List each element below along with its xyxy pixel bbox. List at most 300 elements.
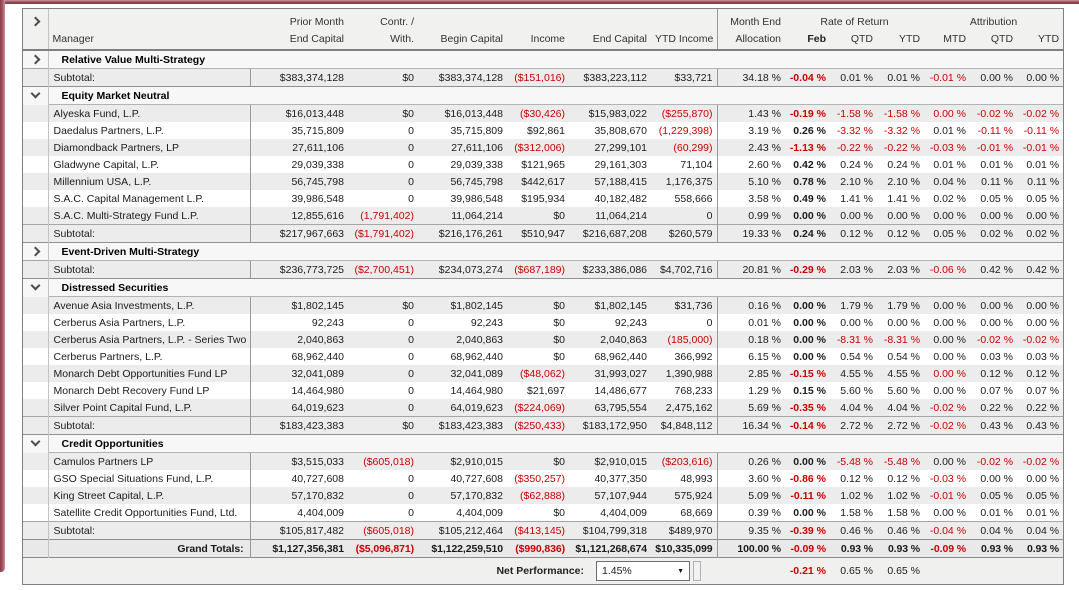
fund-value-cell: -1.58 % xyxy=(830,105,877,123)
fund-value-cell: 0 xyxy=(348,470,418,487)
fund-value-cell: 0.00 % xyxy=(1017,207,1063,225)
manager-cell: Millennium USA, L.P. xyxy=(48,173,250,190)
manager-cell: S.A.C. Capital Management L.P. xyxy=(48,190,250,207)
row-expand-spacer xyxy=(23,297,48,315)
row-expand-spacer xyxy=(23,156,48,173)
table-row[interactable] xyxy=(23,470,1063,487)
fund-value-cell: 40,377,350 xyxy=(569,470,651,487)
fund-value-cell: 56,745,798 xyxy=(418,173,507,190)
subtotal-value-cell: $383,374,128 xyxy=(250,69,348,87)
subtotal-value-cell: 2.03 % xyxy=(877,261,924,279)
row-expand-spacer xyxy=(23,470,48,487)
header-begin-capital: Begin Capital xyxy=(418,29,507,50)
fund-value-cell: $1,802,145 xyxy=(418,297,507,315)
fund-value-cell: 0 xyxy=(348,139,418,156)
header-manager-spacer xyxy=(48,9,250,29)
row-expand-spacer xyxy=(23,487,48,504)
fund-value-cell: 63,795,554 xyxy=(569,399,651,417)
fund-value-cell: 2.43 % xyxy=(717,139,785,156)
chevron-down-icon[interactable] xyxy=(30,88,40,98)
fund-value-cell: 2,040,863 xyxy=(418,331,507,348)
fund-value-cell: 2.60 % xyxy=(717,156,785,173)
fund-value-cell: -0.02 % xyxy=(970,105,1017,123)
grand-total-value-cell: -0.09 % xyxy=(785,540,830,558)
row-expand-spacer xyxy=(23,417,48,435)
manager-cell: GSO Special Situations Fund, L.P. xyxy=(48,470,250,487)
fund-value-cell: 0.00 % xyxy=(924,207,970,225)
subtotal-label: Subtotal: xyxy=(48,261,250,279)
subtotal-value-cell: $489,970 xyxy=(651,522,717,540)
fund-value-cell: 32,041,089 xyxy=(250,365,348,382)
section-label: Credit Opportunities xyxy=(48,435,1063,453)
fund-value-cell: 0.00 % xyxy=(970,297,1017,315)
fund-value-cell: 57,170,832 xyxy=(418,487,507,504)
fund-value-cell: $0 xyxy=(507,348,569,365)
subtotal-value-cell: 0.04 % xyxy=(1017,522,1063,540)
manager-cell: Gladwyne Capital, L.P. xyxy=(48,156,250,173)
fund-value-cell: 0 xyxy=(348,399,418,417)
fund-value-cell: 14,464,980 xyxy=(250,382,348,399)
dropdown-side-button[interactable] xyxy=(693,561,701,581)
subtotal-value-cell: $510,947 xyxy=(507,225,569,243)
table-row[interactable] xyxy=(23,297,1063,315)
fund-value-cell: 0 xyxy=(348,122,418,139)
subtotal-label: Subtotal: xyxy=(48,417,250,435)
table-row[interactable] xyxy=(23,207,1063,225)
fund-value-cell: -0.02 % xyxy=(970,453,1017,471)
subtotal-value-cell: $236,773,725 xyxy=(250,261,348,279)
fund-value-cell: 0.00 % xyxy=(785,348,830,365)
fund-value-cell: 2.10 % xyxy=(877,173,924,190)
fund-value-cell: 0 xyxy=(348,190,418,207)
subtotal-value-cell: 0.24 % xyxy=(785,225,830,243)
subtotal-value-cell: $4,702,716 xyxy=(651,261,717,279)
grand-total-value-cell: 0.93 % xyxy=(830,540,877,558)
row-expand-spacer xyxy=(23,453,48,471)
expand-collapse-cell[interactable] xyxy=(23,435,48,453)
fund-value-cell: 0.42 % xyxy=(785,156,830,173)
table-row[interactable] xyxy=(23,122,1063,139)
net-performance-dropdown[interactable] xyxy=(596,561,690,581)
fund-value-cell: 0.00 % xyxy=(785,207,830,225)
fund-value-cell: 0.01 % xyxy=(924,122,970,139)
fund-value-cell: 0 xyxy=(348,504,418,522)
fund-value-cell: 27,611,106 xyxy=(250,139,348,156)
fund-value-cell: 4.04 % xyxy=(830,399,877,417)
fund-value-cell: 3.60 % xyxy=(717,470,785,487)
expand-collapse-cell[interactable] xyxy=(23,50,48,69)
subtotal-value-cell: ($605,018) xyxy=(348,522,418,540)
fund-value-cell: ($48,062) xyxy=(507,365,569,382)
row-expand-spacer xyxy=(23,261,48,279)
header-ror-ytd: YTD xyxy=(877,29,924,50)
fund-value-cell: 40,182,482 xyxy=(569,190,651,207)
manager-cell: Cerberus Partners, L.P. xyxy=(48,348,250,365)
manager-cell: Diamondback Partners, LP xyxy=(48,139,250,156)
fund-value-cell: 1.29 % xyxy=(717,382,785,399)
header-ror-qtd: QTD xyxy=(830,29,877,50)
fund-value-cell: 0.00 % xyxy=(1017,297,1063,315)
grand-total-value-cell: $1,127,356,381 xyxy=(250,540,348,558)
fund-value-cell: 40,727,608 xyxy=(418,470,507,487)
header-income-spacer xyxy=(507,9,569,29)
fund-value-cell: ($605,018) xyxy=(348,453,418,471)
table-row[interactable] xyxy=(23,382,1063,399)
section-row[interactable] xyxy=(23,50,1063,69)
fund-value-cell: 0 xyxy=(348,331,418,348)
fund-value-cell: 68,962,440 xyxy=(250,348,348,365)
subtotal-value-cell: 0.46 % xyxy=(830,522,877,540)
header-begin-spacer xyxy=(418,9,507,29)
subtotal-value-cell: 2.72 % xyxy=(877,417,924,435)
grand-total-value-cell: $1,122,259,510 xyxy=(418,540,507,558)
fund-value-cell: 0.02 % xyxy=(924,190,970,207)
fund-value-cell: ($224,069) xyxy=(507,399,569,417)
fund-value-cell: 4.55 % xyxy=(877,365,924,382)
row-expand-spacer xyxy=(23,382,48,399)
expand-collapse-cell[interactable] xyxy=(23,279,48,297)
fund-value-cell: 1,176,375 xyxy=(651,173,717,190)
fund-value-cell: 1.02 % xyxy=(877,487,924,504)
subtotal-value-cell: -0.04 % xyxy=(785,69,830,87)
subtotal-value-cell: -0.01 % xyxy=(924,69,970,87)
fund-value-cell: $0 xyxy=(507,331,569,348)
section-row[interactable] xyxy=(23,435,1063,453)
grand-total-value-cell: 0.93 % xyxy=(1017,540,1063,558)
fund-value-cell: 71,104 xyxy=(651,156,717,173)
subtotal-row xyxy=(23,69,1063,87)
fund-value-cell: -5.48 % xyxy=(877,453,924,471)
subtotal-value-cell: 0.46 % xyxy=(877,522,924,540)
fund-value-cell: $195,934 xyxy=(507,190,569,207)
table-row[interactable] xyxy=(23,453,1063,471)
header-attr-mtd: MTD xyxy=(924,29,970,50)
header-contr: Contr. / xyxy=(348,9,418,29)
grid-body xyxy=(23,50,1063,558)
table-row[interactable] xyxy=(23,348,1063,365)
fund-value-cell: 0.39 % xyxy=(717,504,785,522)
subtotal-value-cell: -0.29 % xyxy=(785,261,830,279)
header-ytdinc-spacer xyxy=(651,9,717,29)
fund-value-cell: 0.01 % xyxy=(717,314,785,331)
subtotal-value-cell: $0 xyxy=(348,417,418,435)
header-prior-month: Prior Month xyxy=(250,9,348,29)
grand-total-value-cell: -0.09 % xyxy=(924,540,970,558)
fund-value-cell: 0.07 % xyxy=(1017,382,1063,399)
table-row[interactable] xyxy=(23,487,1063,504)
fund-value-cell: $3,515,033 xyxy=(250,453,348,471)
fund-value-cell: $0 xyxy=(507,207,569,225)
fund-value-cell: 0.24 % xyxy=(877,156,924,173)
subtotal-value-cell: -0.06 % xyxy=(924,261,970,279)
fund-value-cell: 0.12 % xyxy=(1017,365,1063,382)
fund-value-cell: 29,039,338 xyxy=(418,156,507,173)
row-expand-spacer xyxy=(23,331,48,348)
fund-value-cell: 0 xyxy=(348,348,418,365)
header-endcap-spacer xyxy=(569,9,651,29)
table-row[interactable] xyxy=(23,105,1063,123)
fund-value-cell: 0.15 % xyxy=(785,382,830,399)
fund-value-cell: 4,404,009 xyxy=(250,504,348,522)
row-expand-spacer xyxy=(23,399,48,417)
header-with: With. xyxy=(348,29,418,50)
subtotal-value-cell: 0.12 % xyxy=(877,225,924,243)
subtotal-value-cell: $383,374,128 xyxy=(418,69,507,87)
subtotal-value-cell: 0.12 % xyxy=(830,225,877,243)
fund-value-cell: (185,000) xyxy=(651,331,717,348)
fund-value-cell: 0 xyxy=(651,314,717,331)
fund-value-cell: 11,064,214 xyxy=(569,207,651,225)
header-ytd-income: YTD Income xyxy=(651,29,717,50)
manager-cell: Avenue Asia Investments, L.P. xyxy=(48,297,250,315)
fund-value-cell: 2,040,863 xyxy=(250,331,348,348)
fund-value-cell: 0 xyxy=(348,156,418,173)
subtotal-value-cell: $234,073,274 xyxy=(418,261,507,279)
fund-value-cell: 0.00 % xyxy=(785,331,830,348)
chevron-right-icon[interactable] xyxy=(30,246,40,256)
fund-value-cell: $0 xyxy=(348,105,418,123)
fund-performance-grid xyxy=(22,8,1064,585)
fund-value-cell: 1.43 % xyxy=(717,105,785,123)
fund-value-cell: ($30,426) xyxy=(507,105,569,123)
chevron-right-icon xyxy=(30,17,40,27)
fund-value-cell: 575,924 xyxy=(651,487,717,504)
fund-value-cell: 0.54 % xyxy=(877,348,924,365)
fund-value-cell: (1,229,398) xyxy=(651,122,717,139)
subtotal-value-cell: $183,423,383 xyxy=(250,417,348,435)
header-manager: Manager xyxy=(48,29,250,50)
subtotal-value-cell: $4,848,112 xyxy=(651,417,717,435)
fund-value-cell: $1,802,145 xyxy=(250,297,348,315)
fund-value-cell: 0.01 % xyxy=(1017,504,1063,522)
fund-value-cell: 0.01 % xyxy=(924,156,970,173)
fund-value-cell: 57,107,944 xyxy=(569,487,651,504)
grand-total-value-cell: $1,121,268,674 xyxy=(569,540,651,558)
fund-value-cell: ($312,006) xyxy=(507,139,569,156)
fund-value-cell: $0 xyxy=(507,297,569,315)
fund-value-cell: 0.00 % xyxy=(924,504,970,522)
fund-value-cell: 0.24 % xyxy=(830,156,877,173)
fund-value-cell: 14,486,677 xyxy=(569,382,651,399)
fund-value-cell: -0.02 % xyxy=(1017,453,1063,471)
manager-cell: Alyeska Fund, L.P. xyxy=(48,105,250,123)
fund-value-cell: 0.05 % xyxy=(1017,487,1063,504)
fund-value-cell: 0.00 % xyxy=(785,504,830,522)
fund-value-cell: ($62,888) xyxy=(507,487,569,504)
subtotal-value-cell: ($2,700,451) xyxy=(348,261,418,279)
table-row[interactable] xyxy=(23,156,1063,173)
row-expand-spacer xyxy=(23,540,48,558)
fund-value-cell: ($350,257) xyxy=(507,470,569,487)
table-row[interactable] xyxy=(23,139,1063,156)
subtotal-value-cell: $33,721 xyxy=(651,69,717,87)
subtotal-value-cell: 0.43 % xyxy=(970,417,1017,435)
subtotal-value-cell: $260,579 xyxy=(651,225,717,243)
table-row[interactable] xyxy=(23,314,1063,331)
manager-cell: Monarch Debt Opportunities Fund LP xyxy=(48,365,250,382)
header-expand-cell[interactable] xyxy=(23,9,48,29)
header-end-capital: End Capital xyxy=(569,29,651,50)
chevron-down-icon: ▼ xyxy=(677,567,684,575)
fund-value-cell: 0.00 % xyxy=(924,314,970,331)
subtotal-value-cell: 9.35 % xyxy=(717,522,785,540)
fund-value-cell: 35,808,670 xyxy=(569,122,651,139)
manager-cell: Cerberus Asia Partners, L.P. xyxy=(48,314,250,331)
fund-value-cell: 4,404,009 xyxy=(418,504,507,522)
subtotal-value-cell: $0 xyxy=(348,69,418,87)
subtotal-value-cell: $233,386,086 xyxy=(569,261,651,279)
fund-value-cell: 0.05 % xyxy=(970,487,1017,504)
section-row[interactable] xyxy=(23,243,1063,261)
fund-value-cell: 0 xyxy=(348,487,418,504)
section-label: Relative Value Multi-Strategy xyxy=(48,50,1063,69)
fund-value-cell: 27,299,101 xyxy=(569,139,651,156)
table-row[interactable] xyxy=(23,190,1063,207)
grand-total-row xyxy=(23,540,1063,558)
fund-value-cell: 2.10 % xyxy=(830,173,877,190)
row-expand-spacer xyxy=(23,314,48,331)
fund-value-cell: 3.58 % xyxy=(717,190,785,207)
fund-value-cell: $0 xyxy=(507,504,569,522)
row-expand-spacer xyxy=(23,365,48,382)
fund-value-cell: 1,390,988 xyxy=(651,365,717,382)
fund-value-cell: -8.31 % xyxy=(830,331,877,348)
fund-value-cell: ($203,616) xyxy=(651,453,717,471)
fund-value-cell: 0.00 % xyxy=(1017,470,1063,487)
fund-value-cell: 32,041,089 xyxy=(418,365,507,382)
fund-value-cell: 0.00 % xyxy=(924,348,970,365)
fund-value-cell: -5.48 % xyxy=(830,453,877,471)
fund-value-cell: 64,019,623 xyxy=(250,399,348,417)
subtotal-value-cell: 16.34 % xyxy=(717,417,785,435)
fund-value-cell: 1.58 % xyxy=(830,504,877,522)
subtotal-value-cell: 0.00 % xyxy=(970,69,1017,87)
row-expand-spacer xyxy=(23,190,48,207)
fund-value-cell: (60,299) xyxy=(651,139,717,156)
subtotal-value-cell: 0.05 % xyxy=(924,225,970,243)
fund-value-cell: -0.22 % xyxy=(830,139,877,156)
fund-value-cell: 0.22 % xyxy=(1017,399,1063,417)
chevron-right-icon[interactable] xyxy=(30,54,40,64)
fund-value-cell: 5.09 % xyxy=(717,487,785,504)
fund-value-cell: 0.00 % xyxy=(924,453,970,471)
header-month-end: Month End xyxy=(717,9,785,29)
net-qtd-value: 0.65 % xyxy=(830,558,877,585)
subtotal-row xyxy=(23,225,1063,243)
fund-value-cell: $31,736 xyxy=(651,297,717,315)
fund-value-cell: 64,019,623 xyxy=(418,399,507,417)
expand-collapse-cell[interactable] xyxy=(23,243,48,261)
fund-value-cell: -1.58 % xyxy=(877,105,924,123)
subtotal-value-cell: -0.04 % xyxy=(924,522,970,540)
subtotal-value-cell: ($413,145) xyxy=(507,522,569,540)
subtotal-value-cell: 0.01 % xyxy=(877,69,924,87)
header-expand-cell-2 xyxy=(23,29,48,50)
chevron-down-icon[interactable] xyxy=(30,436,40,446)
section-row[interactable] xyxy=(23,279,1063,297)
fund-value-cell: 0.01 % xyxy=(970,156,1017,173)
row-expand-spacer xyxy=(23,173,48,190)
fund-value-cell: 0.54 % xyxy=(830,348,877,365)
fund-value-cell: -1.13 % xyxy=(785,139,830,156)
row-expand-spacer xyxy=(23,122,48,139)
fund-value-cell: 0.00 % xyxy=(924,382,970,399)
manager-cell: Cerberus Asia Partners, L.P. - Series Two xyxy=(48,331,250,348)
table-row[interactable] xyxy=(23,331,1063,348)
header-allocation: Allocation xyxy=(717,29,785,50)
subtotal-value-cell: 2.03 % xyxy=(830,261,877,279)
table-row[interactable] xyxy=(23,399,1063,417)
expand-collapse-cell[interactable] xyxy=(23,87,48,105)
fund-value-cell: 0.16 % xyxy=(717,297,785,315)
subtotal-row xyxy=(23,417,1063,435)
subtotal-label: Subtotal: xyxy=(48,69,250,87)
subtotal-value-cell: 0.43 % xyxy=(1017,417,1063,435)
net-performance-row xyxy=(23,558,1063,585)
fund-performance-table xyxy=(23,9,1063,584)
fund-value-cell: 12,855,616 xyxy=(250,207,348,225)
row-expand-spacer xyxy=(23,504,48,522)
fund-value-cell: 0.26 % xyxy=(785,122,830,139)
table-row[interactable] xyxy=(23,173,1063,190)
fund-value-cell: 0.00 % xyxy=(970,470,1017,487)
fund-value-cell: 4.04 % xyxy=(877,399,924,417)
fund-value-cell: 1.79 % xyxy=(830,297,877,315)
fund-value-cell: 0 xyxy=(348,173,418,190)
fund-value-cell: 5.60 % xyxy=(830,382,877,399)
subtotal-row xyxy=(23,522,1063,540)
fund-value-cell: $2,910,015 xyxy=(569,453,651,471)
fund-value-cell: 35,715,809 xyxy=(418,122,507,139)
grand-total-value-cell: 0.93 % xyxy=(970,540,1017,558)
fund-value-cell: 0.07 % xyxy=(970,382,1017,399)
row-expand-spacer xyxy=(23,207,48,225)
fund-value-cell: 0.03 % xyxy=(970,348,1017,365)
fund-value-cell: 0.00 % xyxy=(830,207,877,225)
subtotal-value-cell: 2.72 % xyxy=(830,417,877,435)
subtotal-row xyxy=(23,261,1063,279)
fund-value-cell: 2.85 % xyxy=(717,365,785,382)
fund-value-cell: 0 xyxy=(348,365,418,382)
chevron-down-icon[interactable] xyxy=(30,280,40,290)
subtotal-label: Subtotal: xyxy=(48,225,250,243)
section-row[interactable] xyxy=(23,87,1063,105)
subtotal-value-cell: $216,687,208 xyxy=(569,225,651,243)
fund-value-cell: 0.12 % xyxy=(877,470,924,487)
section-label: Event-Driven Multi-Strategy xyxy=(48,243,1063,261)
fund-value-cell: 2,475,162 xyxy=(651,399,717,417)
fund-value-cell: -0.11 % xyxy=(785,487,830,504)
row-expand-spacer xyxy=(23,105,48,123)
fund-value-cell: 0.22 % xyxy=(970,399,1017,417)
row-expand-spacer xyxy=(23,225,48,243)
subtotal-value-cell: -0.02 % xyxy=(924,417,970,435)
manager-cell: Satellite Credit Opportunities Fund, Ltd. xyxy=(48,504,250,522)
fund-value-cell: 5.69 % xyxy=(717,399,785,417)
fund-value-cell: 0.00 % xyxy=(970,314,1017,331)
table-row[interactable] xyxy=(23,365,1063,382)
fund-value-cell: 0.18 % xyxy=(717,331,785,348)
subtotal-value-cell: $217,967,663 xyxy=(250,225,348,243)
manager-cell: S.A.C. Multi-Strategy Fund L.P. xyxy=(48,207,250,225)
subtotal-value-cell: 19.33 % xyxy=(717,225,785,243)
table-row[interactable] xyxy=(23,504,1063,522)
fund-value-cell: 0.00 % xyxy=(785,314,830,331)
section-label: Equity Market Neutral xyxy=(48,87,1063,105)
fund-value-cell: 0.49 % xyxy=(785,190,830,207)
fund-value-cell: 5.10 % xyxy=(717,173,785,190)
fund-value-cell: -0.02 % xyxy=(924,399,970,417)
